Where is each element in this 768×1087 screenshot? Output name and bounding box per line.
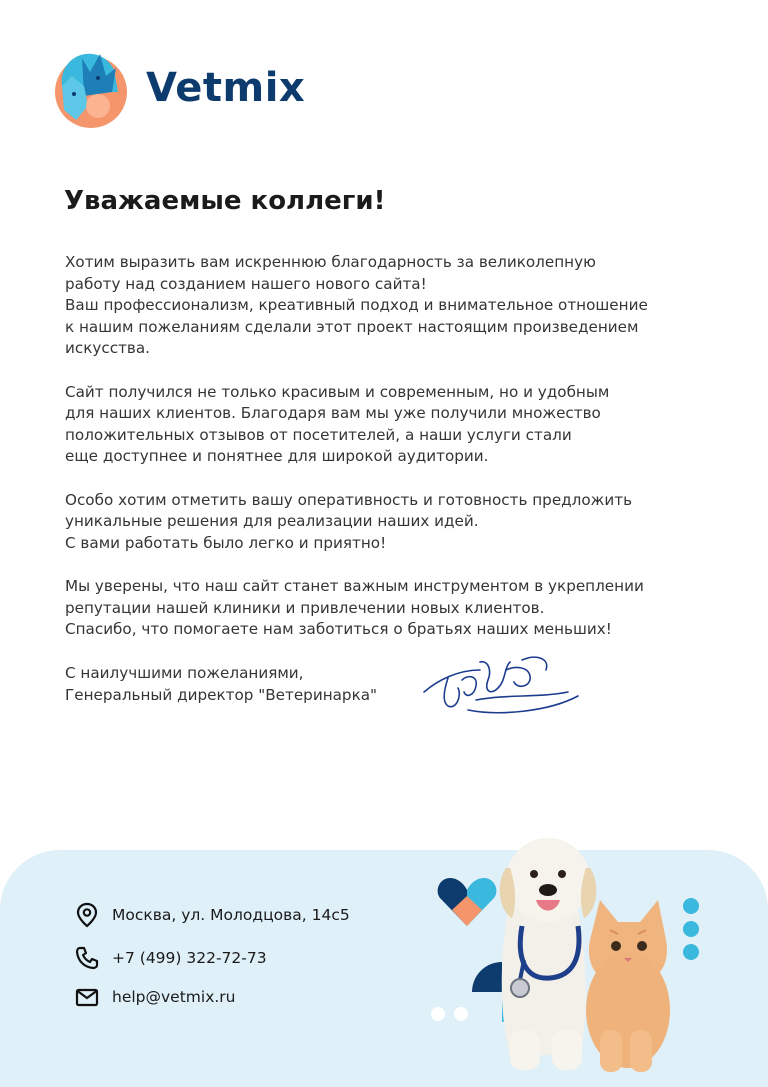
- signoff: [65, 662, 377, 706]
- text-line: к нашим пожеланиям сделали этот проект настоящим произведением: [65, 317, 639, 336]
- text-line: Мы уверены, что наш сайт станет важным инструментом в укреплении: [65, 577, 644, 595]
- text-line: уникальные решения для реализации наших идей.: [65, 512, 479, 530]
- email-text[interactable]: help@vetmix.ru: [112, 988, 236, 1006]
- text-line: Спасибо, что помогаете нам заботиться о братьях наших меньших!: [65, 620, 612, 638]
- dots-decor: [430, 1004, 470, 1024]
- text-line: Сайт получился не только красивым и современным, но и удобным: [65, 382, 610, 401]
- text-line: репутации нашей клиники и привлечении новых клиентов.: [65, 598, 545, 617]
- phone-icon: [74, 945, 100, 971]
- text-line: Ваш профессионализм, креативный подход и внимательное отношение: [65, 296, 648, 314]
- paragraph: [65, 576, 705, 641]
- logo-pets-icon: [54, 46, 128, 130]
- text-line: для наших клиентов. Благодаря вам мы уже получили множество: [65, 404, 601, 422]
- contact-address: [74, 902, 350, 928]
- phone-text[interactable]: +7 (499) 322-72-73: [112, 949, 267, 967]
- contact-phone[interactable]: [74, 945, 267, 971]
- paragraph: [65, 490, 705, 555]
- letter-body: [65, 252, 705, 663]
- handwritten-signature: [418, 640, 583, 725]
- text-line: еще доступнее и понятнее для широкой аудитории.: [65, 447, 489, 465]
- address-text: Москва, ул. Молодцова, 14с5: [112, 906, 350, 924]
- closing-text: С наилучшими пожеланиями,: [65, 664, 304, 682]
- dog-and-cat-image: [470, 830, 690, 1080]
- text-line: положительных отзывов от посетителей, а наши услуги стали: [65, 425, 572, 444]
- mail-icon: [74, 984, 100, 1010]
- brand-name: Vetmix: [146, 65, 306, 111]
- signer-text: Генеральный директор "Ветеринарка": [65, 686, 378, 704]
- text-line: Хотим выразить вам искреннюю благодарность за великолепную: [65, 253, 596, 271]
- text-line: С вами работать было легко и приятно!: [65, 533, 387, 552]
- logo: [54, 46, 305, 130]
- text-line: Особо хотим отметить вашу оперативность и готовность предложить: [65, 490, 633, 509]
- paragraph: [65, 382, 705, 468]
- paragraph: [65, 252, 705, 360]
- letter-heading: Уважаемые коллеги!: [64, 186, 386, 216]
- contact-email[interactable]: [74, 984, 236, 1010]
- location-pin-icon: [74, 902, 100, 928]
- text-line: работу над созданием нашего нового сайта!: [65, 274, 427, 293]
- text-line: искусства.: [65, 339, 151, 357]
